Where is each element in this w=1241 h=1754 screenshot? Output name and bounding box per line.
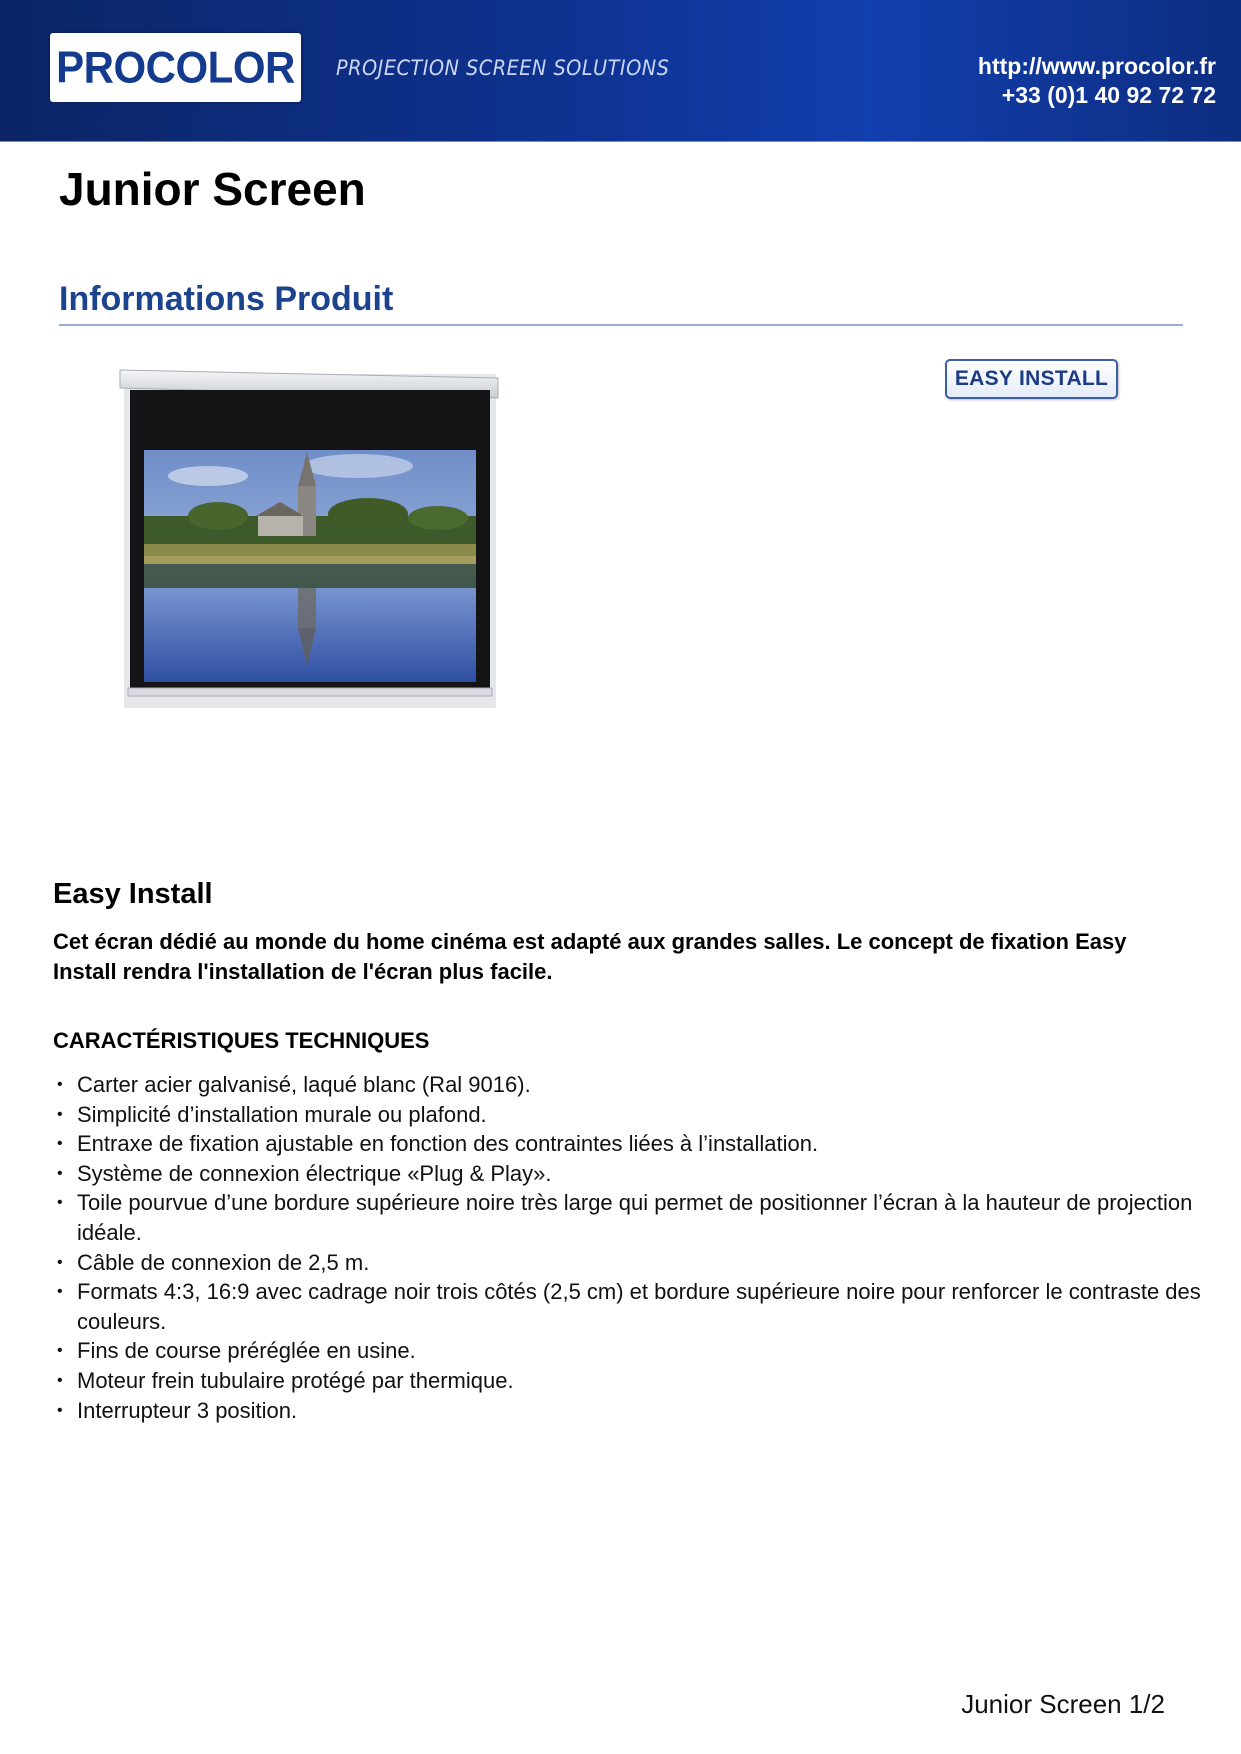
logo-text: PROCOLOR (56, 42, 295, 92)
phone-number: +33 (0)1 40 92 72 72 (1001, 82, 1216, 108)
badge-label: EASY INSTALL (954, 367, 1109, 390)
page-title: Junior Screen (59, 163, 366, 215)
header-banner (0, 0, 1241, 142)
list-item: • Moteur frein tubulaire protégé par thermique. (57, 1367, 514, 1393)
content-heading: Easy Install (53, 878, 213, 910)
tagline: PROJECTION SCREEN SOLUTIONS (336, 56, 670, 80)
procolor-logo[interactable] (50, 33, 301, 102)
list-item: • Entraxe de fixation ajustable en fonction des contraintes liées à l’installation. (57, 1131, 819, 1157)
specs-heading: CARACTÉRISTIQUES TECHNIQUES (53, 1028, 430, 1053)
contact-info (978, 52, 1216, 110)
list-item: • Formats 4:3, 16:9 avec cadrage noir trois côtés (2,5 cm) et bordure supérieure noire pour renforcer le contraste des couleurs. (57, 1279, 1201, 1334)
easy-install-badge (945, 359, 1118, 399)
section-divider (59, 324, 1183, 326)
list-item: • Câble de connexion de 2,5 m. (57, 1249, 370, 1275)
specs-list (53, 1070, 1213, 1425)
list-item: • Fins de course préréglée en usine. (57, 1338, 416, 1364)
section-title: Informations Produit (59, 280, 394, 318)
list-item: • Système de connexion électrique «Plug & Play». (57, 1160, 552, 1186)
list-item: • Carter acier galvanisé, laqué blanc (Ral 9016). (57, 1072, 531, 1097)
website-link[interactable]: http://www.procolor.fr (977, 53, 1216, 79)
list-item: • Interrupteur 3 position. (57, 1397, 298, 1423)
intro-paragraph: Cet écran dédié au monde du home cinéma est adapté aux grandes salles. Le concept de fixation Easy Install rendra l'installation de l'écran plus facile. (53, 929, 1127, 984)
list-item: • Simplicité d’installation murale ou plafond. (57, 1101, 487, 1127)
projection-screen-image (118, 366, 502, 712)
page-footer: Junior Screen 1/2 (961, 1689, 1165, 1719)
list-item: • Toile pourvue d’une bordure supérieure noire très large qui permet de positionner l’écran à la hauteur de projection idéale. (57, 1190, 1193, 1245)
